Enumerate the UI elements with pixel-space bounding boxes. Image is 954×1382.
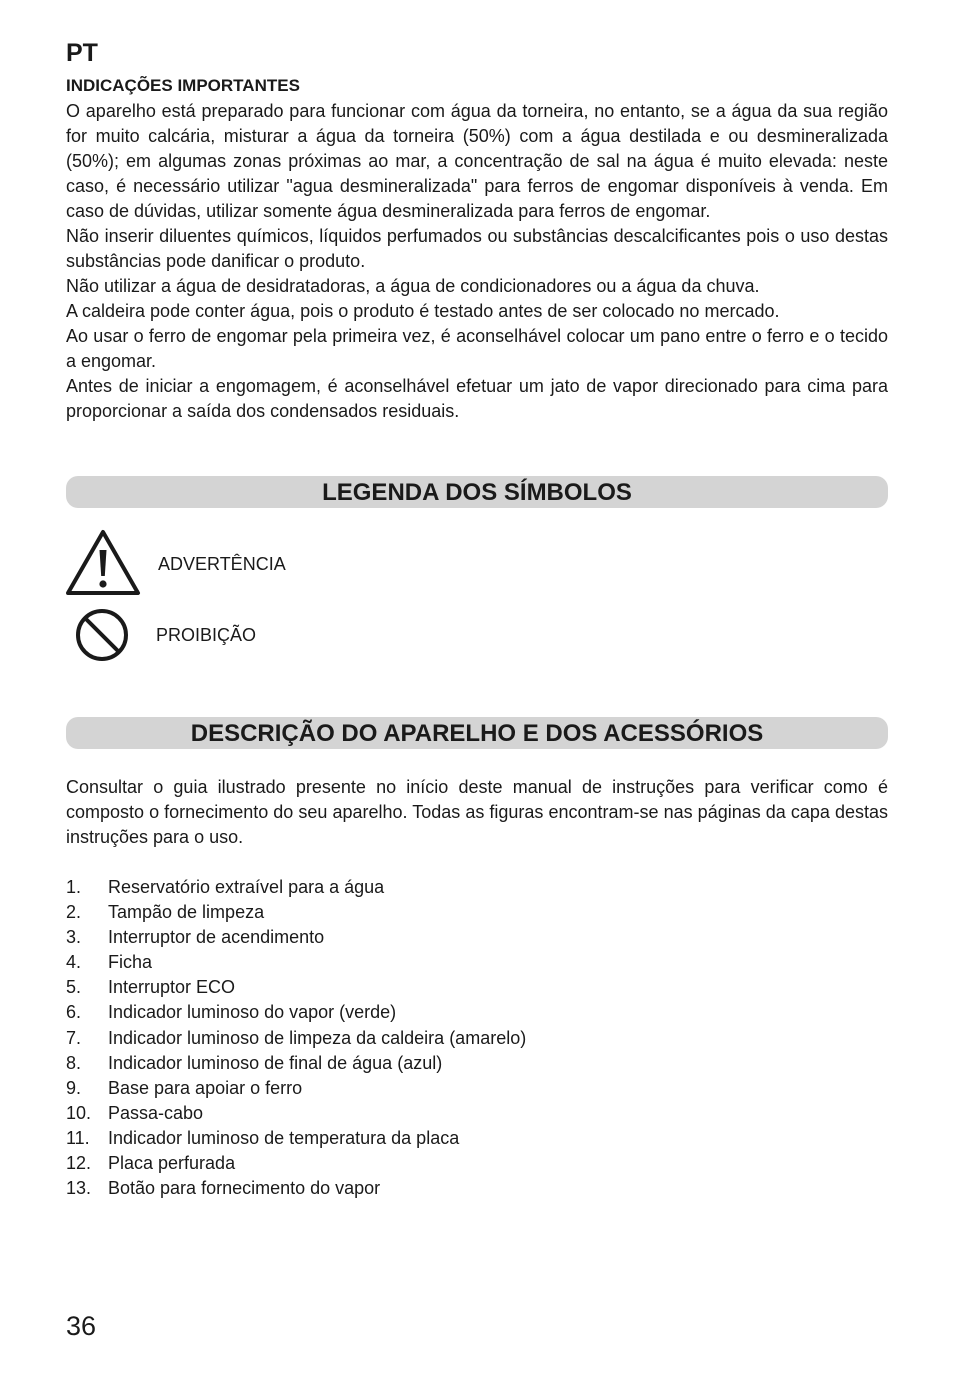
list-item <box>66 875 526 900</box>
intro-paragraph: Ao usar o ferro de engomar pela primeira vez, é aconselhável colocar um pano entre o ferro e o tecido a engomar. <box>66 326 888 371</box>
symbol-prohibition-row <box>66 605 466 675</box>
list-item <box>66 900 526 925</box>
intro-paragraph: Antes de iniciar a engomagem, é aconselhável efetuar um jato de vapor direcionado para cima para proporcionar a saída dos condensados residuais. <box>66 376 888 421</box>
parts-list <box>66 875 526 1201</box>
list-item-number: 9. <box>66 1077 82 1098</box>
list-item-label: Reservatório extraível para a água <box>108 877 385 897</box>
list-item-number: 12. <box>66 1153 92 1174</box>
list-item <box>66 1026 526 1051</box>
intro-paragraph: Não inserir diluentes químicos, líquidos perfumados ou substâncias descalcificantes pois o uso destas substâncias pode danificar o produto. <box>66 226 888 271</box>
list-item <box>66 925 526 950</box>
list-item <box>66 1076 526 1101</box>
list-item-label: Botão para fornecimento do vapor <box>108 1178 381 1199</box>
important-notes-text <box>66 99 888 424</box>
list-item <box>66 1151 526 1176</box>
list-item-label: Ficha <box>108 952 153 973</box>
prohibition-icon <box>74 605 132 670</box>
symbol-warning-row <box>66 528 466 598</box>
list-item-label: Indicador luminoso do vapor (verde) <box>108 1002 397 1023</box>
device-description-text: Consultar o guia ilustrado presente no início deste manual de instruções para verificar como é composto o fornecimento do seu aparelho. Todas as figuras encontram-se nas páginas da capa destas instruções para o uso. <box>66 777 888 847</box>
list-item-label: Interruptor ECO <box>108 977 236 998</box>
intro-paragraph: A caldeira pode conter água, pois o produto é testado antes de ser colocado no mercado. <box>66 301 780 321</box>
list-item-label: Indicador luminoso de final de água (azul) <box>108 1052 443 1073</box>
list-item-label: Indicador luminoso de limpeza da caldeira (amarelo) <box>108 1027 527 1048</box>
page-number: 36 <box>66 1311 97 1341</box>
list-item-number: 1. <box>66 877 82 897</box>
list-item <box>66 950 526 975</box>
list-item-number: 2. <box>66 902 82 923</box>
list-item-label: Indicador luminoso de temperatura da placa <box>108 1127 460 1148</box>
list-item-number: 7. <box>66 1027 82 1048</box>
list-item-number: 10. <box>66 1102 92 1123</box>
list-item-number: 4. <box>66 952 82 973</box>
list-item-label: Interruptor de acendimento <box>108 927 325 948</box>
list-item-number: 5. <box>66 977 82 998</box>
list-item-number: 11. <box>66 1127 90 1148</box>
device-description-heading: DESCRIÇÃO DO APARELHO E DOS ACESSÓRIOS <box>66 717 888 749</box>
list-item-label: Tampão de limpeza <box>108 902 265 923</box>
symbols-legend-heading: LEGENDA DOS SÍMBOLOS <box>66 476 888 508</box>
list-item-label: Base para apoiar o ferro <box>108 1077 303 1098</box>
list-item <box>66 1051 526 1076</box>
intro-paragraph: Não utilizar a água de desidratadoras, a água de condicionadores ou a água da chuva. <box>66 276 760 296</box>
list-item <box>66 1126 526 1151</box>
symbol-warning-label: ADVERTÊNCIA <box>158 554 286 574</box>
symbol-prohibition-label: PROIBIÇÃO <box>156 625 257 645</box>
warning-triangle-icon <box>66 528 142 603</box>
intro-paragraph: O aparelho está preparado para funcionar com água da torneira, no entanto, se a água da sua região for muito calcária, misturar a água da torneira (50%) com a água destilada e ou desmineralizada (50%); em algumas zonas próximas ao mar, a concentração de sal na água é muito elevada: neste caso, é necessário utilizar "agua desmineralizada" para ferros de engomar disponíveis à venda. Em caso de dúvidas, utilizar somente água desmineralizada para ferros de engomar. <box>66 101 888 221</box>
list-item-number: 8. <box>66 1052 82 1073</box>
list-item-number: 6. <box>66 1002 82 1023</box>
list-item <box>66 1101 526 1126</box>
list-item-number: 3. <box>66 927 82 948</box>
list-item <box>66 1176 526 1201</box>
list-item <box>66 1000 526 1025</box>
list-item <box>66 975 526 1000</box>
list-item-label: Placa perfurada <box>108 1153 236 1174</box>
list-item-label: Passa-cabo <box>108 1102 204 1123</box>
important-notes-heading: INDICAÇÕES IMPORTANTES <box>66 76 300 95</box>
list-item-number: 13. <box>66 1178 92 1199</box>
language-code: PT <box>66 39 98 67</box>
